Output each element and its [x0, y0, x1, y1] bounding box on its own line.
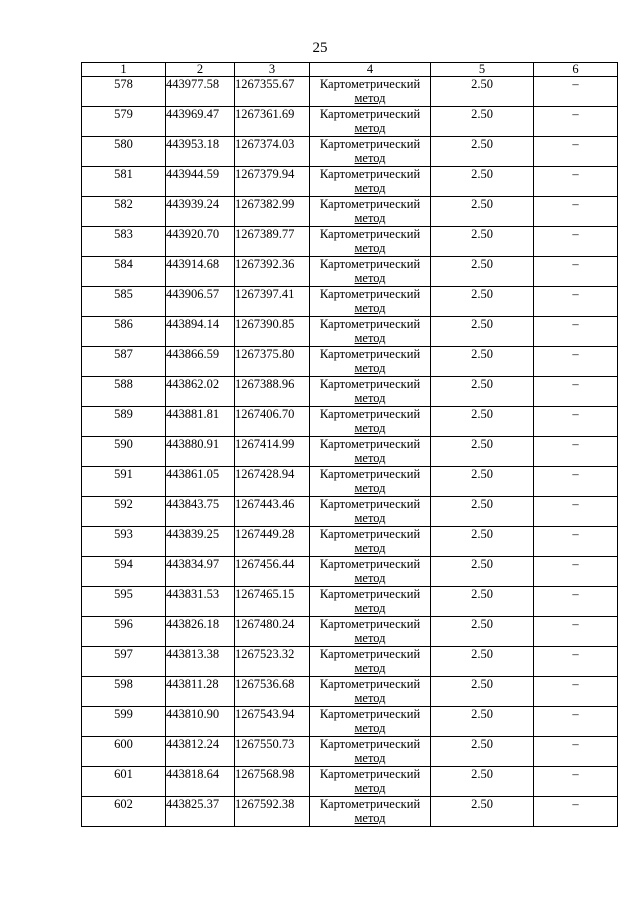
- method-line-1: Картометрический: [319, 527, 421, 541]
- table-row: [82, 347, 618, 377]
- table-row: [82, 587, 618, 617]
- table-row: [82, 437, 618, 467]
- method-cell: [310, 797, 431, 827]
- coord-y: 1267536.68: [235, 677, 310, 707]
- coord-x: 443834.97: [166, 557, 235, 587]
- header-row: [82, 63, 618, 77]
- method-cell: [310, 707, 431, 737]
- coord-y: 1267406.70: [235, 407, 310, 437]
- method-line-1: Картометрический: [319, 317, 421, 331]
- accuracy: 2.50: [431, 707, 534, 737]
- table-row: [82, 137, 618, 167]
- method-cell: [310, 377, 431, 407]
- table-row: [82, 287, 618, 317]
- method-cell: [310, 527, 431, 557]
- method-cell: [310, 197, 431, 227]
- coord-y: 1267374.03: [235, 137, 310, 167]
- note: –: [534, 317, 618, 347]
- coord-y: 1267388.96: [235, 377, 310, 407]
- method-line-1: Картометрический: [319, 767, 421, 781]
- header-col-3: 3: [235, 63, 310, 77]
- table-row: [82, 647, 618, 677]
- accuracy: 2.50: [431, 677, 534, 707]
- accuracy: 2.50: [431, 527, 534, 557]
- method-line-1: Картометрический: [319, 167, 421, 181]
- accuracy: 2.50: [431, 497, 534, 527]
- note: –: [534, 377, 618, 407]
- point-number: 590: [82, 437, 166, 467]
- note: –: [534, 107, 618, 137]
- method-line-2: метод: [354, 121, 386, 135]
- method-line-1: Картометрический: [319, 797, 421, 811]
- point-number: 597: [82, 647, 166, 677]
- header-col-4: 4: [310, 63, 431, 77]
- coord-y: 1267390.85: [235, 317, 310, 347]
- method-line-1: Картометрический: [319, 437, 421, 451]
- coord-y: 1267480.24: [235, 617, 310, 647]
- table-row: [82, 407, 618, 437]
- method-line-1: Картометрический: [319, 557, 421, 571]
- accuracy: 2.50: [431, 467, 534, 497]
- accuracy: 2.50: [431, 167, 534, 197]
- coord-x: 443826.18: [166, 617, 235, 647]
- accuracy: 2.50: [431, 287, 534, 317]
- note: –: [534, 587, 618, 617]
- note: –: [534, 407, 618, 437]
- method-cell: [310, 557, 431, 587]
- table-row: [82, 527, 618, 557]
- point-number: 591: [82, 467, 166, 497]
- coord-x: 443880.91: [166, 437, 235, 467]
- method-cell: [310, 617, 431, 647]
- table-row: [82, 467, 618, 497]
- point-number: 579: [82, 107, 166, 137]
- table-row: [82, 677, 618, 707]
- coord-y: 1267568.98: [235, 767, 310, 797]
- note: –: [534, 437, 618, 467]
- coord-x: 443811.28: [166, 677, 235, 707]
- note: –: [534, 647, 618, 677]
- accuracy: 2.50: [431, 257, 534, 287]
- coord-y: 1267550.73: [235, 737, 310, 767]
- coord-y: 1267543.94: [235, 707, 310, 737]
- method-cell: [310, 107, 431, 137]
- coord-x: 443953.18: [166, 137, 235, 167]
- point-number: 580: [82, 137, 166, 167]
- note: –: [534, 737, 618, 767]
- method-line-1: Картометрический: [319, 467, 421, 481]
- method-line-2: метод: [354, 241, 386, 255]
- accuracy: 2.50: [431, 227, 534, 257]
- accuracy: 2.50: [431, 77, 534, 107]
- method-line-2: метод: [354, 691, 386, 705]
- note: –: [534, 767, 618, 797]
- method-line-2: метод: [354, 91, 386, 105]
- accuracy: 2.50: [431, 317, 534, 347]
- note: –: [534, 347, 618, 377]
- coord-y: 1267379.94: [235, 167, 310, 197]
- method-cell: [310, 497, 431, 527]
- header-col-6: 6: [534, 63, 618, 77]
- coord-y: 1267382.99: [235, 197, 310, 227]
- accuracy: 2.50: [431, 107, 534, 137]
- accuracy: 2.50: [431, 557, 534, 587]
- coord-x: 443812.24: [166, 737, 235, 767]
- method-cell: [310, 257, 431, 287]
- coord-y: 1267355.67: [235, 77, 310, 107]
- method-line-2: метод: [354, 301, 386, 315]
- point-number: 588: [82, 377, 166, 407]
- coord-y: 1267428.94: [235, 467, 310, 497]
- header-col-5: 5: [431, 63, 534, 77]
- page-number: 25: [312, 40, 328, 56]
- coord-x: 443813.38: [166, 647, 235, 677]
- method-line-1: Картометрический: [319, 197, 421, 211]
- note: –: [534, 197, 618, 227]
- accuracy: 2.50: [431, 587, 534, 617]
- point-number: 592: [82, 497, 166, 527]
- method-line-1: Картометрический: [319, 407, 421, 421]
- coord-y: 1267361.69: [235, 107, 310, 137]
- method-line-1: Картометрический: [319, 497, 421, 511]
- note: –: [534, 287, 618, 317]
- method-line-2: метод: [354, 331, 386, 345]
- accuracy: 2.50: [431, 617, 534, 647]
- note: –: [534, 257, 618, 287]
- method-cell: [310, 767, 431, 797]
- note: –: [534, 167, 618, 197]
- method-line-1: Картометрический: [319, 707, 421, 721]
- coord-y: 1267523.32: [235, 647, 310, 677]
- method-line-2: метод: [354, 511, 386, 525]
- note: –: [534, 497, 618, 527]
- method-cell: [310, 677, 431, 707]
- table-row: [82, 797, 618, 827]
- method-line-1: Картометрический: [319, 257, 421, 271]
- table-row: [82, 377, 618, 407]
- point-number: 600: [82, 737, 166, 767]
- method-line-2: метод: [354, 451, 386, 465]
- method-line-2: метод: [354, 661, 386, 675]
- method-cell: [310, 647, 431, 677]
- method-cell: [310, 437, 431, 467]
- coord-x: 443866.59: [166, 347, 235, 377]
- table-row: [82, 197, 618, 227]
- accuracy: 2.50: [431, 347, 534, 377]
- coord-y: 1267465.15: [235, 587, 310, 617]
- table-body: [82, 77, 618, 827]
- method-line-2: метод: [354, 361, 386, 375]
- method-line-1: Картометрический: [319, 617, 421, 631]
- method-line-2: метод: [354, 271, 386, 285]
- coord-x: 443939.24: [166, 197, 235, 227]
- point-number: 585: [82, 287, 166, 317]
- coordinates-table: [81, 62, 618, 827]
- coord-x: 443920.70: [166, 227, 235, 257]
- method-line-2: метод: [354, 481, 386, 495]
- coord-x: 443894.14: [166, 317, 235, 347]
- table-row: [82, 737, 618, 767]
- method-cell: [310, 167, 431, 197]
- point-number: 583: [82, 227, 166, 257]
- table-row: [82, 767, 618, 797]
- method-line-2: метод: [354, 181, 386, 195]
- table-row: [82, 707, 618, 737]
- method-line-1: Картометрический: [319, 227, 421, 241]
- method-cell: [310, 287, 431, 317]
- method-line-1: Картометрический: [319, 677, 421, 691]
- method-line-1: Картометрический: [319, 107, 421, 121]
- point-number: 582: [82, 197, 166, 227]
- point-number: 584: [82, 257, 166, 287]
- method-cell: [310, 737, 431, 767]
- method-cell: [310, 137, 431, 167]
- method-line-2: метод: [354, 781, 386, 795]
- method-cell: [310, 587, 431, 617]
- coord-x: 443861.05: [166, 467, 235, 497]
- note: –: [534, 467, 618, 497]
- point-number: 594: [82, 557, 166, 587]
- note: –: [534, 77, 618, 107]
- method-line-2: метод: [354, 151, 386, 165]
- point-number: 598: [82, 677, 166, 707]
- method-line-2: метод: [354, 811, 386, 825]
- coord-x: 443818.64: [166, 767, 235, 797]
- method-cell: [310, 467, 431, 497]
- note: –: [534, 137, 618, 167]
- note: –: [534, 617, 618, 647]
- point-number: 596: [82, 617, 166, 647]
- table-header: [82, 63, 618, 77]
- coord-x: 443810.90: [166, 707, 235, 737]
- coord-x: 443969.47: [166, 107, 235, 137]
- method-line-2: метод: [354, 721, 386, 735]
- method-line-2: метод: [354, 541, 386, 555]
- method-cell: [310, 407, 431, 437]
- point-number: 602: [82, 797, 166, 827]
- note: –: [534, 797, 618, 827]
- coord-y: 1267375.80: [235, 347, 310, 377]
- note: –: [534, 677, 618, 707]
- point-number: 578: [82, 77, 166, 107]
- method-line-2: метод: [354, 601, 386, 615]
- accuracy: 2.50: [431, 437, 534, 467]
- method-cell: [310, 227, 431, 257]
- coord-y: 1267449.28: [235, 527, 310, 557]
- coord-y: 1267592.38: [235, 797, 310, 827]
- table-row: [82, 257, 618, 287]
- coord-y: 1267389.77: [235, 227, 310, 257]
- accuracy: 2.50: [431, 137, 534, 167]
- coord-x: 443914.68: [166, 257, 235, 287]
- accuracy: 2.50: [431, 197, 534, 227]
- coord-x: 443881.81: [166, 407, 235, 437]
- table-row: [82, 317, 618, 347]
- point-number: 586: [82, 317, 166, 347]
- point-number: 587: [82, 347, 166, 377]
- point-number: 581: [82, 167, 166, 197]
- accuracy: 2.50: [431, 737, 534, 767]
- coord-x: 443825.37: [166, 797, 235, 827]
- point-number: 589: [82, 407, 166, 437]
- coord-y: 1267414.99: [235, 437, 310, 467]
- method-line-2: метод: [354, 391, 386, 405]
- header-col-2: 2: [166, 63, 235, 77]
- method-line-2: метод: [354, 631, 386, 645]
- note: –: [534, 707, 618, 737]
- coord-x: 443862.02: [166, 377, 235, 407]
- table-row: [82, 497, 618, 527]
- note: –: [534, 227, 618, 257]
- accuracy: 2.50: [431, 377, 534, 407]
- method-line-1: Картометрический: [319, 287, 421, 301]
- table-row: [82, 167, 618, 197]
- point-number: 601: [82, 767, 166, 797]
- table-row: [82, 107, 618, 137]
- coord-x: 443906.57: [166, 287, 235, 317]
- table-row: [82, 617, 618, 647]
- point-number: 593: [82, 527, 166, 557]
- accuracy: 2.50: [431, 647, 534, 677]
- coord-x: 443843.75: [166, 497, 235, 527]
- table-row: [82, 557, 618, 587]
- method-cell: [310, 77, 431, 107]
- note: –: [534, 557, 618, 587]
- coord-y: 1267392.36: [235, 257, 310, 287]
- method-line-2: метод: [354, 421, 386, 435]
- coord-y: 1267397.41: [235, 287, 310, 317]
- point-number: 595: [82, 587, 166, 617]
- table-row: [82, 227, 618, 257]
- table-row: [82, 77, 618, 107]
- method-line-1: Картометрический: [319, 347, 421, 361]
- method-line-1: Картометрический: [319, 77, 421, 91]
- note: –: [534, 527, 618, 557]
- header-col-1: 1: [82, 63, 166, 77]
- coord-x: 443977.58: [166, 77, 235, 107]
- method-cell: [310, 317, 431, 347]
- coord-y: 1267443.46: [235, 497, 310, 527]
- coord-x: 443831.53: [166, 587, 235, 617]
- method-line-1: Картометрический: [319, 737, 421, 751]
- coord-x: 443839.25: [166, 527, 235, 557]
- coord-y: 1267456.44: [235, 557, 310, 587]
- method-line-1: Картометрический: [319, 137, 421, 151]
- accuracy: 2.50: [431, 797, 534, 827]
- method-line-1: Картометрический: [319, 377, 421, 391]
- method-line-1: Картометрический: [319, 647, 421, 661]
- accuracy: 2.50: [431, 767, 534, 797]
- method-line-2: метод: [354, 751, 386, 765]
- point-number: 599: [82, 707, 166, 737]
- method-cell: [310, 347, 431, 377]
- method-line-2: метод: [354, 211, 386, 225]
- coord-x: 443944.59: [166, 167, 235, 197]
- accuracy: 2.50: [431, 407, 534, 437]
- method-line-1: Картометрический: [319, 587, 421, 601]
- method-line-2: метод: [354, 571, 386, 585]
